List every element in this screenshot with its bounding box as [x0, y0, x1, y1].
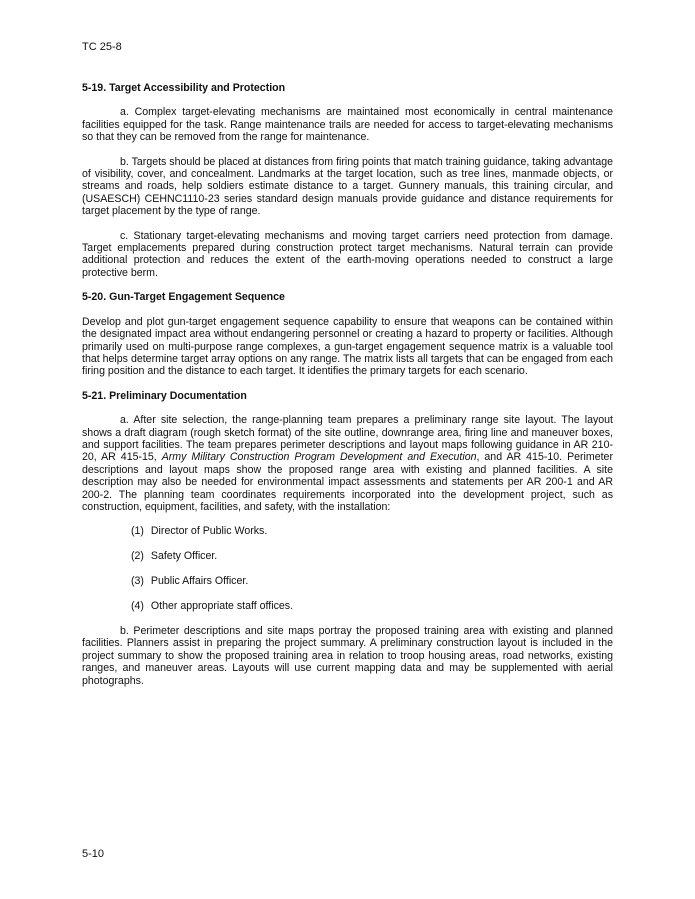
list-item	[131, 525, 613, 537]
section-5-19-paragraph-c: c. Stationary target-elevating mechanisms and moving target carriers need protection from damage. Target emplacements prepared during construction protect target mechanisms. Natural terrain can provide additional protection and reduces the extent of the earth-moving operations needed to construct a large protective berm.	[82, 229, 613, 279]
list-item-number: (3)	[131, 575, 144, 588]
paragraph-a-text-1: a. After site selection, the range-planning team prepares a preliminary range site layout. The layout shows a draft diagram (rough sketch format) of the site outline, downrange area, firing line and maneuver boxes, and support facilities. The team prepares perimeter descriptions and layout maps following guidance in AR 210-20, AR 415-15,	[82, 414, 613, 464]
page-number-footer: 5-10	[82, 848, 105, 860]
section-5-20-heading: 5-20. Gun-Target Engagement Sequence	[82, 291, 285, 304]
list-item-text: Director of Public Works.	[150, 525, 268, 538]
list-item-text: Safety Officer.	[150, 550, 218, 563]
section-5-21-paragraph-b: b. Perimeter descriptions and site maps portray the proposed training area with existing and planned facilities. Planners assist in preparing the project summary. A preliminary construction layout is included in the project summary to show the proposed training area in relation to troop housing areas, road networks, existing ranges, and maneuver areas. Layouts will use current mapping data and may be supplemented with aerial photographs.	[82, 625, 613, 687]
coordination-list	[82, 525, 613, 612]
list-item	[131, 575, 613, 587]
section-5-21-paragraph-a	[82, 414, 613, 513]
section-5-21-heading: 5-21. Preliminary Documentation	[82, 389, 247, 402]
section-5-20-paragraph: Develop and plot gun-target engagement sequence capability to ensure that weapons can be contained within the designated impact area without endangering personnel or creating a hazard to property or facilities. Although primarily used on multi-purpose range complexes, a gun-target engagement sequence matrix is a valuable tool that helps determine target array options on any range. The matrix lists all targets that can be engaged from each firing position and the distance to each target. It identifies the primary targets for each scenario.	[82, 315, 613, 378]
section-5-19-heading: 5-19. Target Accessibility and Protection	[82, 82, 286, 94]
paragraph-a-publication-title: Army Military Construction Program Development and Execution	[161, 451, 477, 464]
list-item-text: Other appropriate staff offices.	[150, 600, 294, 613]
paragraph-a-text-2: , and AR 415-10. Perimeter descriptions and layout maps show the proposed range area with existing and planned facilities. A site description may also be needed for environmental impact assessments and statements per AR 200-1 and AR 200-2. The planning team coordinates requirements incorporated into the development project, such as construction, equipment, facilities, and safety, with the installation:	[82, 451, 613, 513]
list-item-text: Public Affairs Officer.	[150, 575, 249, 588]
list-item-number: (4)	[131, 600, 144, 613]
page-content	[82, 82, 613, 699]
section-5-19-paragraph-b: b. Targets should be placed at distances from firing points that match training guidance, taking advantage of visibility, cover, and concealment. Landmarks at the target location, such as tree lines, manmade objects, or streams and roads, help soldiers estimate distance to a target. Gunnery manuals, this training circular, and (USAESCH) CEHNC1110-23 series standard design manuals provide guidance and distance requirements for target placement by the type of range.	[82, 155, 613, 218]
document-id-header: TC 25-8	[82, 41, 122, 53]
list-item	[131, 550, 613, 562]
list-item-number: (2)	[131, 550, 144, 563]
list-item-number: (1)	[131, 525, 144, 538]
list-item	[131, 600, 613, 612]
section-5-19-paragraph-a: a. Complex target-elevating mechanisms are maintained most economically in central maintenance facilities equipped for the task. Range maintenance trails are needed for access to target-elevating mechanisms so that they can be removed from the range for maintenance.	[82, 106, 613, 144]
